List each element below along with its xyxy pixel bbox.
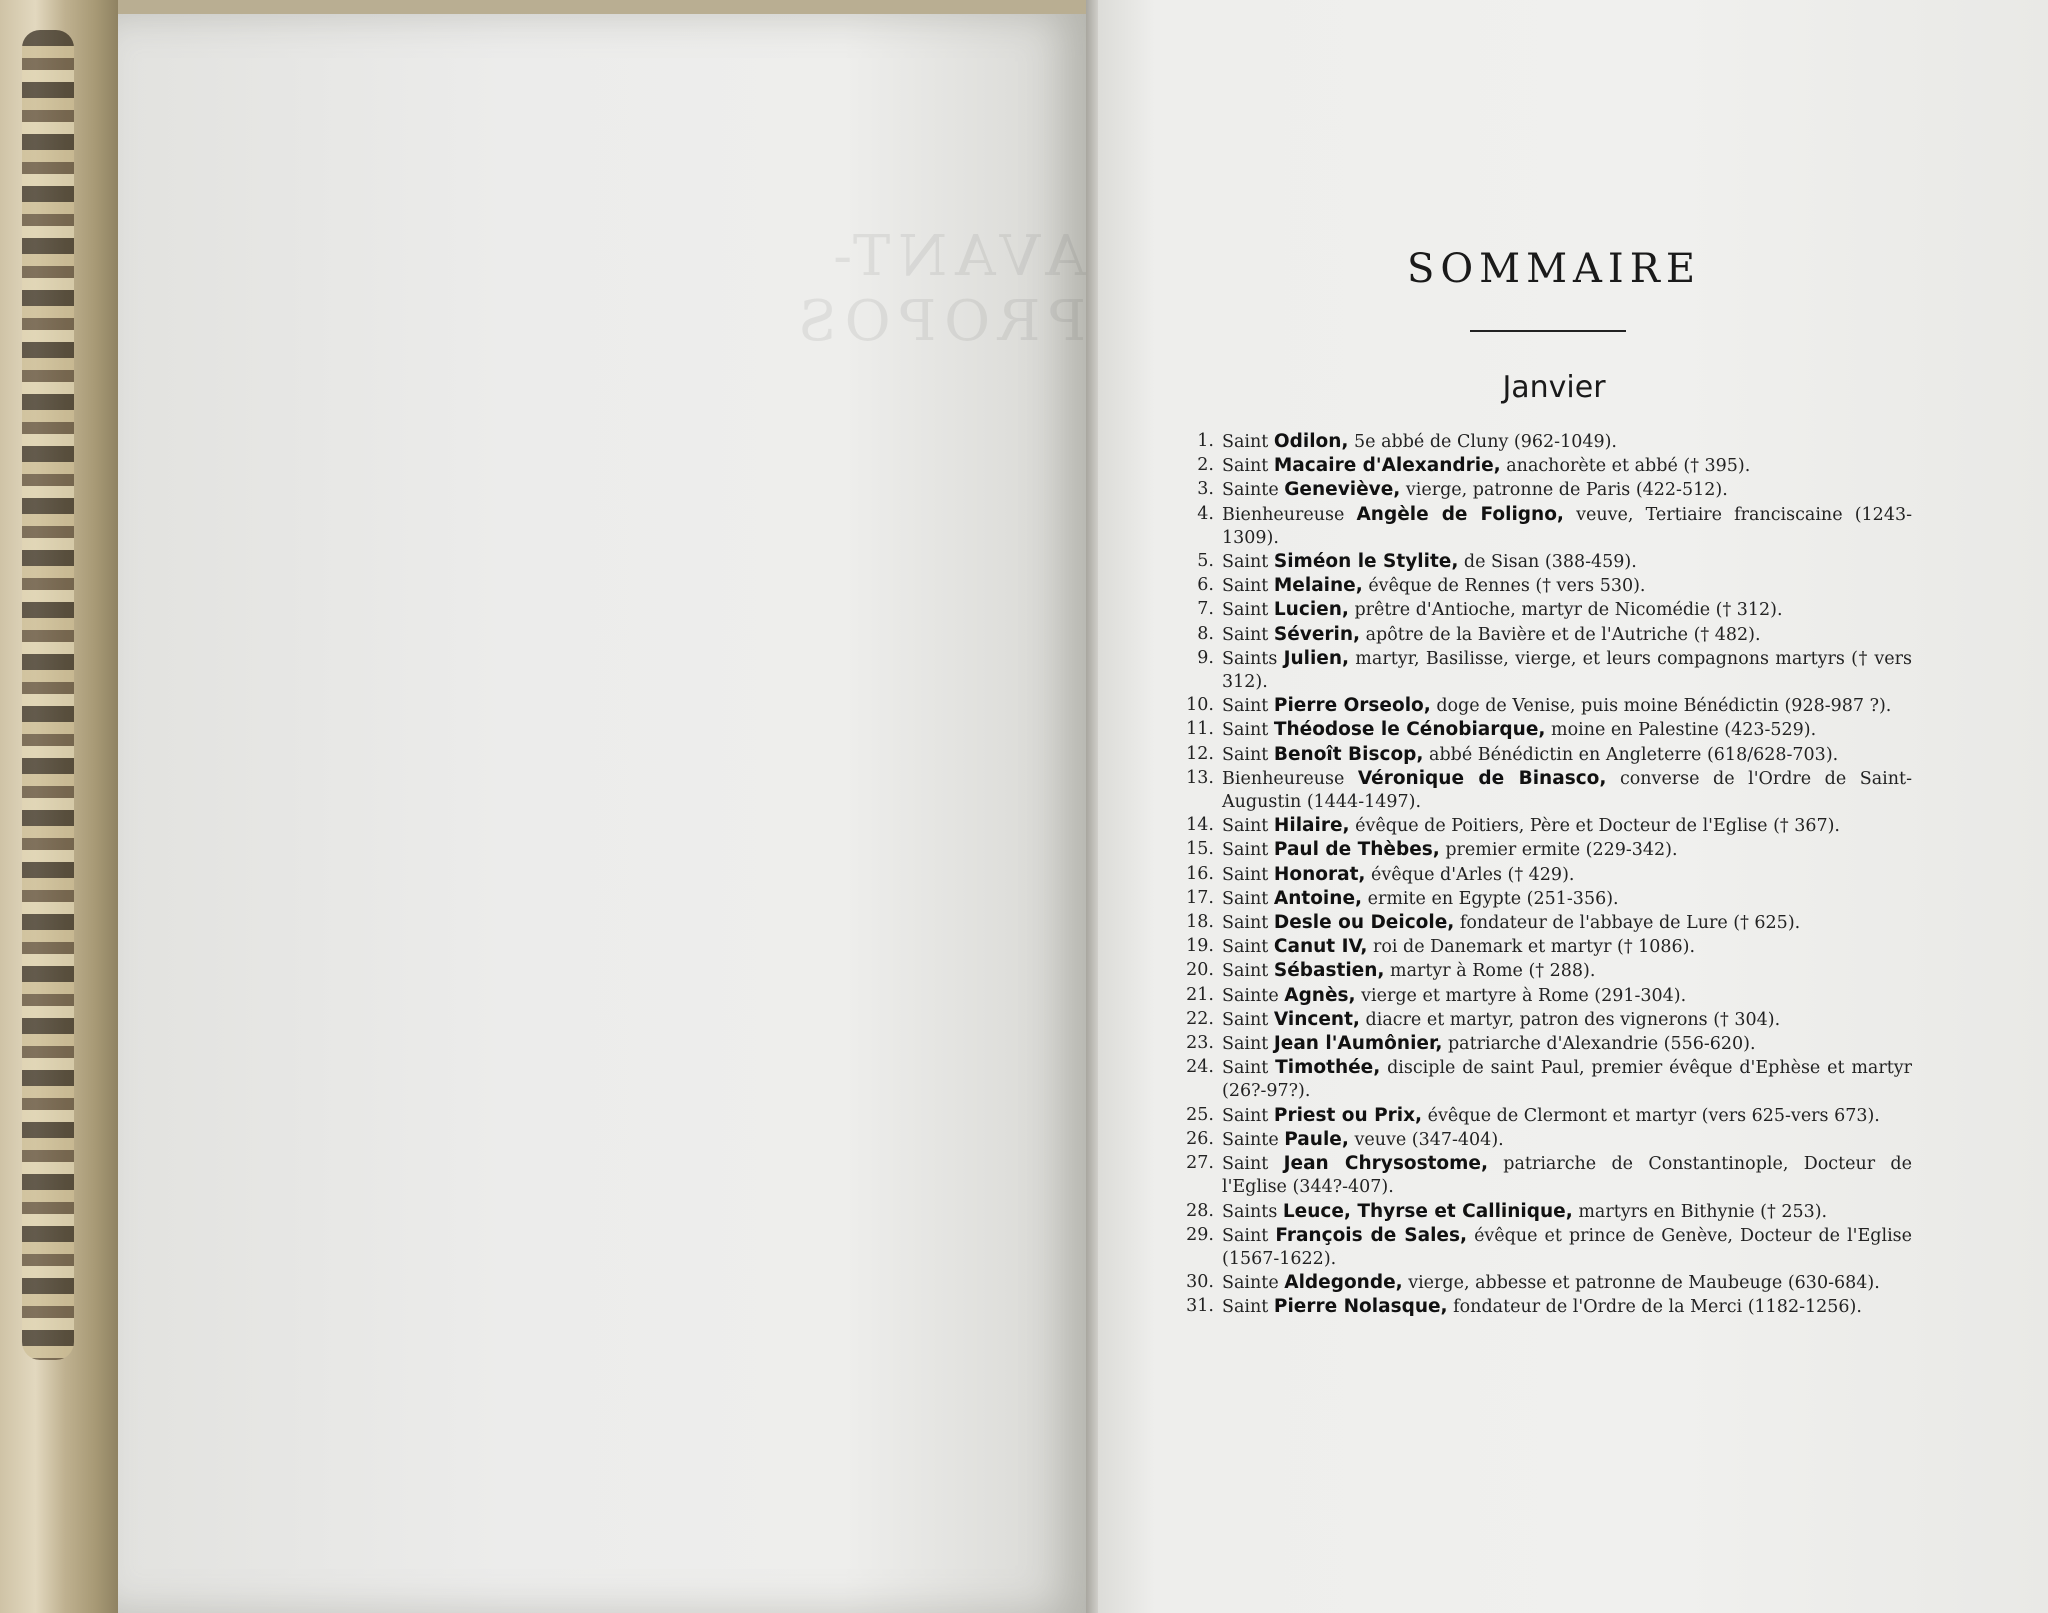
entry-title-prefix: Saint [1222,456,1274,477]
entry-description: vierge et martyre à Rome (291-304). [1355,985,1687,1006]
entry-title-prefix: Saint [1222,1105,1274,1126]
list-item [1166,984,1912,1008]
list-item [1166,863,1912,887]
list-item [1166,935,1912,959]
entry-description: évêque de Clermont et martyr (vers 625-vers 673). [1422,1105,1880,1126]
entry-title-prefix: Saint [1222,1154,1284,1175]
entry-description: premier ermite (229-342). [1439,840,1678,861]
entry-description: fondateur de l'abbaye de Lure († 625). [1454,913,1801,934]
list-item [1166,574,1912,598]
entry-title-prefix: Saint [1222,720,1274,741]
saint-name: Angèle de Foligno, [1356,503,1564,525]
entry-description: abbé Bénédictin en Angleterre (618/628-703). [1423,744,1839,765]
entry-title-prefix: Saint [1222,1058,1276,1079]
decorative-binding-ornament [22,30,74,1360]
section-heading-month: Janvier [1502,370,1606,405]
list-item [1166,911,1912,935]
entry-description: veuve (347-404). [1348,1129,1504,1150]
saint-name: Jean Chrysostome, [1283,1153,1488,1175]
entry-number: 21. [1186,984,1214,1005]
entry-description: vierge, abbesse et patronne de Maubeuge (630-684). [1402,1273,1880,1294]
list-item [1166,550,1912,574]
list-item [1166,430,1912,454]
saint-name: Pierre Orseolo, [1273,695,1431,717]
entry-description: évêque de Rennes († vers 530). [1362,576,1646,597]
entry-number: 16. [1186,863,1214,884]
list-item [1166,767,1912,814]
entry-description: doge de Venise, puis moine Bénédictin (928-987 ?). [1430,696,1892,717]
entry-title-prefix: Bienheureuse [1222,504,1357,525]
saint-name: Melaine, [1273,575,1363,597]
entry-description: martyr, Basilisse, vierge, et leurs compagnons martyrs († vers 312). [1222,648,1912,693]
entry-title-prefix: Saint [1222,937,1274,958]
left-page [118,14,1086,1613]
entry-description: fondateur de l'Ordre de la Merci (1182-1256). [1447,1297,1862,1318]
list-item [1166,503,1912,550]
list-item [1166,1152,1912,1199]
entry-number: 14. [1186,815,1214,836]
list-item [1166,1200,1912,1224]
saint-name: Odilon, [1273,431,1349,452]
entry-title-prefix: Sainte [1222,1129,1285,1150]
entry-number: 2. [1197,455,1214,476]
list-item [1166,1032,1912,1056]
entry-number: 4. [1197,503,1214,524]
entry-title-prefix: Saint [1222,961,1274,982]
saint-name: Paul de Thèbes, [1273,839,1440,861]
entry-description: moine en Palestine (423-529). [1545,720,1817,741]
entry-description: apôtre de la Bavière et de l'Autriche († 482). [1360,624,1761,645]
entry-title-prefix: Saint [1222,1034,1274,1055]
entry-number: 19. [1186,936,1214,957]
entry-number: 17. [1186,887,1214,908]
entry-description: anachorète et abbé († 395). [1500,456,1751,477]
entry-number: 13. [1186,767,1214,788]
entry-description: prêtre d'Antioche, martyr de Nicomédie († 312). [1348,600,1783,621]
entry-description: diacre et martyr, patron des vignerons († 304). [1359,1009,1781,1030]
list-item [1166,1295,1912,1319]
saint-name: Théodose le Cénobiarque, [1273,719,1546,741]
entry-title-prefix: Saint [1222,1009,1274,1030]
saint-name: Séverin, [1273,623,1361,645]
entry-number: 8. [1197,623,1214,644]
saint-name: Aldegonde, [1284,1272,1403,1294]
list-item [1166,743,1912,767]
saint-name: Jean l'Aumônier, [1273,1033,1443,1055]
entry-number: 5. [1197,551,1214,572]
list-item [1166,694,1912,718]
entry-number: 10. [1186,695,1214,716]
entry-number: 15. [1186,839,1214,860]
entry-number: 29. [1186,1224,1214,1245]
entry-description: converse de l'Ordre de Saint-Augustin (1444-1497). [1222,768,1913,813]
entry-title-prefix: Saint [1222,840,1274,861]
list-item [1166,1008,1912,1032]
saint-name: Honorat, [1273,863,1366,885]
saint-name: Leuce, Thyrse et Callinique, [1282,1200,1573,1222]
entry-number: 18. [1186,912,1214,933]
entry-title-prefix: Saint [1222,744,1274,765]
entry-description: martyrs en Bithynie († 253). [1572,1201,1828,1222]
list-item [1166,1128,1912,1152]
entry-description: patriarche de Constantinople, Docteur de l'Eglise (344?-407). [1222,1154,1912,1198]
saint-name: Geneviève, [1284,479,1401,501]
entry-number: 27. [1186,1153,1214,1174]
list-item [1166,887,1912,911]
entry-number: 30. [1186,1272,1214,1293]
list-item [1166,1271,1912,1295]
entry-title-prefix: Saint [1222,624,1274,645]
list-item [1166,814,1912,838]
saint-name: Julien, [1283,647,1350,669]
list-item [1166,454,1912,478]
saint-name: Vincent, [1273,1008,1360,1030]
saint-name: François de Sales, [1275,1224,1468,1246]
entry-description: évêque et prince de Genève, Docteur de l'Eglise (1567-1622). [1222,1225,1912,1269]
saint-name: Véronique de Binasco, [1357,767,1607,789]
entry-description: évêque d'Arles († 429). [1365,864,1575,885]
list-item [1166,647,1912,694]
saint-name: Sébastien, [1273,960,1385,982]
list-item [1166,1056,1912,1103]
entry-number: 6. [1197,575,1214,596]
entry-title-prefix: Saint [1222,552,1274,573]
entry-description: vierge, patronne de Paris (422-512). [1400,480,1728,501]
entry-number: 25. [1186,1104,1214,1125]
saint-name: Paule, [1284,1128,1349,1150]
entry-number: 23. [1186,1033,1214,1054]
saint-name: Macaire d'Alexandrie, [1273,455,1501,477]
saints-list [1166,430,1912,1320]
saint-name: Benoît Biscop, [1273,743,1424,765]
entry-description: martyr à Rome († 288). [1384,961,1596,982]
entry-title-prefix: Saint [1222,864,1274,885]
entry-number: 31. [1186,1296,1214,1317]
entry-number: 26. [1186,1128,1214,1149]
entry-number: 20. [1186,960,1214,981]
list-item [1166,838,1912,862]
entry-title-prefix: Saint [1222,816,1274,837]
entry-description: patriarche d'Alexandrie (556-620). [1442,1034,1756,1055]
entry-description: ermite en Egypte (251-356). [1362,888,1619,909]
list-item [1166,478,1912,502]
entry-number: 3. [1197,479,1214,500]
saint-name: Lucien, [1273,599,1349,621]
entry-number: 7. [1197,599,1214,620]
entry-title-prefix: Saint [1222,576,1274,597]
entry-number: 12. [1186,743,1214,764]
entry-description: disciple de saint Paul, premier évêque d'Ephèse et martyr (26?-97?). [1222,1058,1912,1102]
list-item [1166,1104,1912,1128]
entry-number: 9. [1197,647,1214,668]
entry-number: 11. [1186,719,1214,740]
saint-name: Antoine, [1273,887,1363,909]
saint-name: Agnès, [1284,984,1356,1006]
bleed-through-heading: AVANT-PROPOS [790,224,1086,354]
entry-number: 24. [1186,1057,1214,1078]
list-item [1166,623,1912,647]
entry-title-prefix: Saint [1222,888,1274,909]
entry-title-prefix: Saint [1222,432,1274,452]
entry-number: 22. [1186,1008,1214,1029]
entry-title-prefix: Saints [1222,648,1284,669]
saint-name: Siméon le Stylite, [1273,551,1459,573]
entry-description: de Sisan (388-459). [1458,552,1637,573]
entry-number: 1. [1197,431,1214,451]
entry-title-prefix: Saint [1222,913,1274,934]
entry-description: roi de Danemark et martyr († 1086). [1367,937,1696,958]
entry-title-prefix: Saint [1222,1225,1276,1246]
saint-name: Timothée, [1275,1057,1381,1079]
list-item [1166,1224,1912,1271]
entry-title-prefix: Sainte [1222,480,1285,501]
saint-name: Priest ou Prix, [1273,1104,1423,1126]
list-item [1166,598,1912,622]
entry-title-prefix: Saint [1222,696,1274,717]
entry-title-prefix: Saint [1222,1297,1274,1318]
saint-name: Pierre Nolasque, [1273,1296,1448,1318]
entry-title-prefix: Sainte [1222,1273,1285,1294]
entry-title-prefix: Sainte [1222,985,1285,1006]
saint-name: Hilaire, [1273,815,1350,837]
list-item [1166,959,1912,983]
title-divider [1470,330,1626,332]
entry-description: évêque de Poitiers, Père et Docteur de l'Eglise († 367). [1349,816,1840,837]
entry-description: 5e abbé de Cluny (962-1049). [1348,432,1617,452]
entry-description: veuve, Tertiaire franciscaine (1243-1309). [1222,504,1912,548]
saint-name: Canut IV, [1273,936,1368,958]
saint-name: Desle ou Deicole, [1273,912,1455,934]
list-item [1166,718,1912,742]
page-title: SOMMAIRE [1406,246,1702,292]
entry-title-prefix: Saints [1222,1201,1283,1222]
book-gutter [1086,0,1098,1613]
entry-title-prefix: Bienheureuse [1222,768,1358,789]
entry-title-prefix: Saint [1222,600,1274,621]
entry-number: 28. [1186,1200,1214,1221]
